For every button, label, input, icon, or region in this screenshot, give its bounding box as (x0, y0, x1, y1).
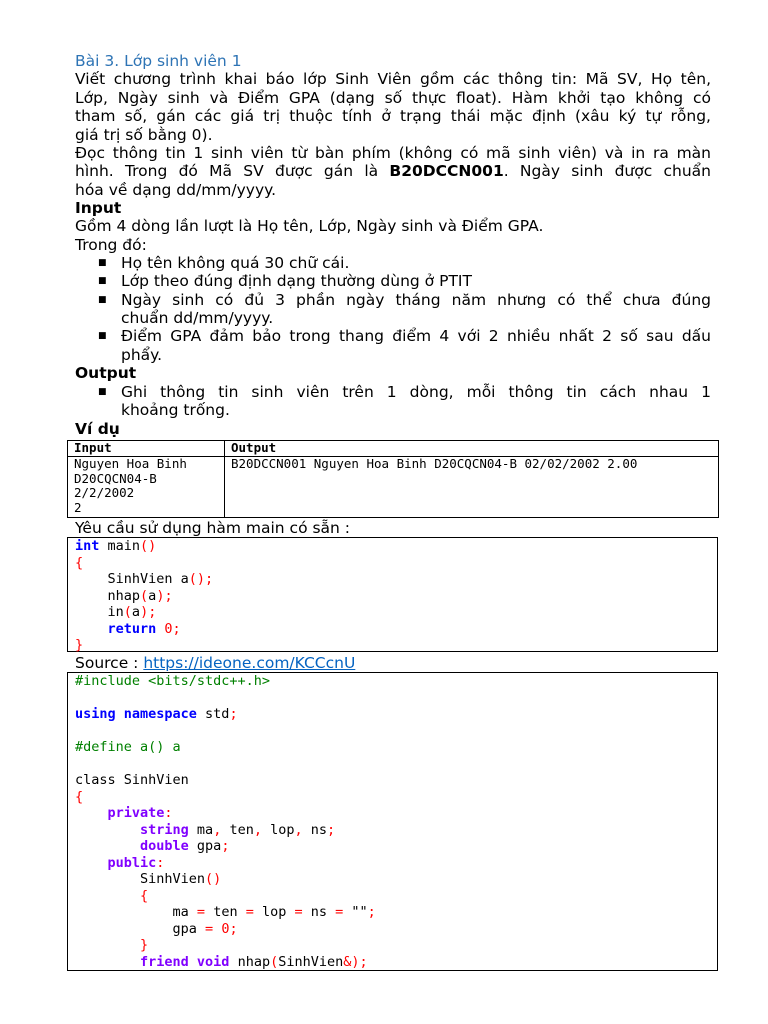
intro-line: tham số, gán các giá trị thuộc tính ở trạng thái mặc định (xâu ký tự rỗng, (75, 107, 711, 125)
code-line: ma = ten = lop = ns = ""; (75, 904, 376, 920)
code-line: in(a); (75, 604, 157, 620)
table-cell-input: Nguyen Hoa Binh D20CQCN04-B 2/2/2002 2 (68, 457, 225, 518)
bullet-icon: ■ (98, 331, 107, 341)
code-line: return 0; (75, 620, 181, 637)
code-line: using namespace std; (75, 706, 238, 722)
code-line: class SinhVien (75, 772, 189, 788)
bullet-icon: ■ (98, 295, 107, 305)
source-link[interactable]: https://ideone.com/KCCcnU (143, 654, 356, 672)
table-header: Output (225, 441, 719, 457)
code-line: friend void nhap(SinhVien&); (75, 953, 368, 970)
code-line: nhap(a); (75, 587, 173, 604)
input-heading: Input (75, 199, 122, 217)
code-line: { (75, 788, 84, 805)
code-line: public: (75, 854, 165, 871)
bullet-icon: ■ (98, 258, 107, 268)
bullet-text: Lớp theo đúng định dạng thường dùng ở PTIT (121, 272, 472, 290)
student-id-code: B20DCCN001 (389, 162, 504, 180)
intro-line: giá trị số bằng 0). (75, 126, 213, 144)
code-line: } (75, 937, 149, 953)
bullet-text: phẩy. (121, 346, 163, 364)
code-line: string ma, ten, lop, ns; (75, 821, 336, 838)
code-line: { (75, 554, 84, 571)
where-label: Trong đó: (75, 236, 147, 254)
source-line: Source : https://ideone.com/KCCcnU (75, 654, 356, 672)
code-line: SinhVien a(); (75, 571, 214, 587)
main-code-block (67, 537, 718, 652)
table-cell-output: B20DCCN001 Nguyen Hoa Binh D20CQCN04-B 02/02/2002 2.00 (225, 457, 719, 518)
bullet-icon: ■ (98, 387, 107, 397)
code-line: SinhVien() (75, 871, 222, 887)
code-line: #include <bits/stdc++.h> (75, 673, 271, 689)
input-description: Gồm 4 dòng lần lượt là Họ tên, Lớp, Ngày sinh và Điểm GPA. (75, 217, 544, 235)
code-line: gpa = 0; (75, 920, 238, 937)
intro-line: Đọc thông tin 1 sinh viên từ bàn phím (không có mã sinh viên) và in ra màn (75, 144, 711, 162)
bullet-text: chuẩn dd/mm/yyyy. (121, 309, 274, 327)
main-requirement: Yêu cầu sử dụng hàm main có sẵn : (75, 519, 351, 537)
bullet-text: Ngày sinh có đủ 3 phần ngày tháng năm nhưng có thể chưa đúng (121, 291, 711, 309)
bullet-text: Ghi thông tin sinh viên trên 1 dòng, mỗi thông tin cách nhau 1 (121, 383, 711, 401)
intro-line: Lớp, Ngày sinh và Điểm GPA (dạng số thực float). Hàm khởi tạo không có (75, 89, 711, 107)
bullet-text: khoảng trống. (121, 401, 230, 419)
code-line: { (75, 887, 149, 904)
bullet-text: Điểm GPA đảm bảo trong thang điểm 4 với 2 nhiều nhất 2 số sau dấu (121, 327, 711, 345)
code-line: int main() (75, 538, 157, 554)
example-table (67, 440, 719, 518)
table-header: Input (68, 441, 225, 457)
output-heading: Output (75, 364, 137, 382)
exercise-title: Bài 3. Lớp sinh viên 1 (75, 52, 242, 70)
intro-line-code: hình. Trong đó Mã SV được gán là B20DCCN001. Ngày sinh được chuẩn (75, 162, 711, 180)
example-heading: Ví dụ (75, 420, 120, 438)
code-line: } (75, 637, 84, 653)
bullet-icon: ■ (98, 276, 107, 286)
source-code-block (67, 672, 718, 971)
code-line: #define a() a (75, 739, 181, 755)
bullet-text: Họ tên không quá 30 chữ cái. (121, 254, 350, 272)
code-line: double gpa; (75, 838, 230, 854)
intro-line: Viết chương trình khai báo lớp Sinh Viên gồm các thông tin: Mã SV, Họ tên, (75, 70, 711, 88)
code-line: private: (75, 805, 173, 821)
intro-line: hóa về dạng dd/mm/yyyy. (75, 181, 277, 199)
